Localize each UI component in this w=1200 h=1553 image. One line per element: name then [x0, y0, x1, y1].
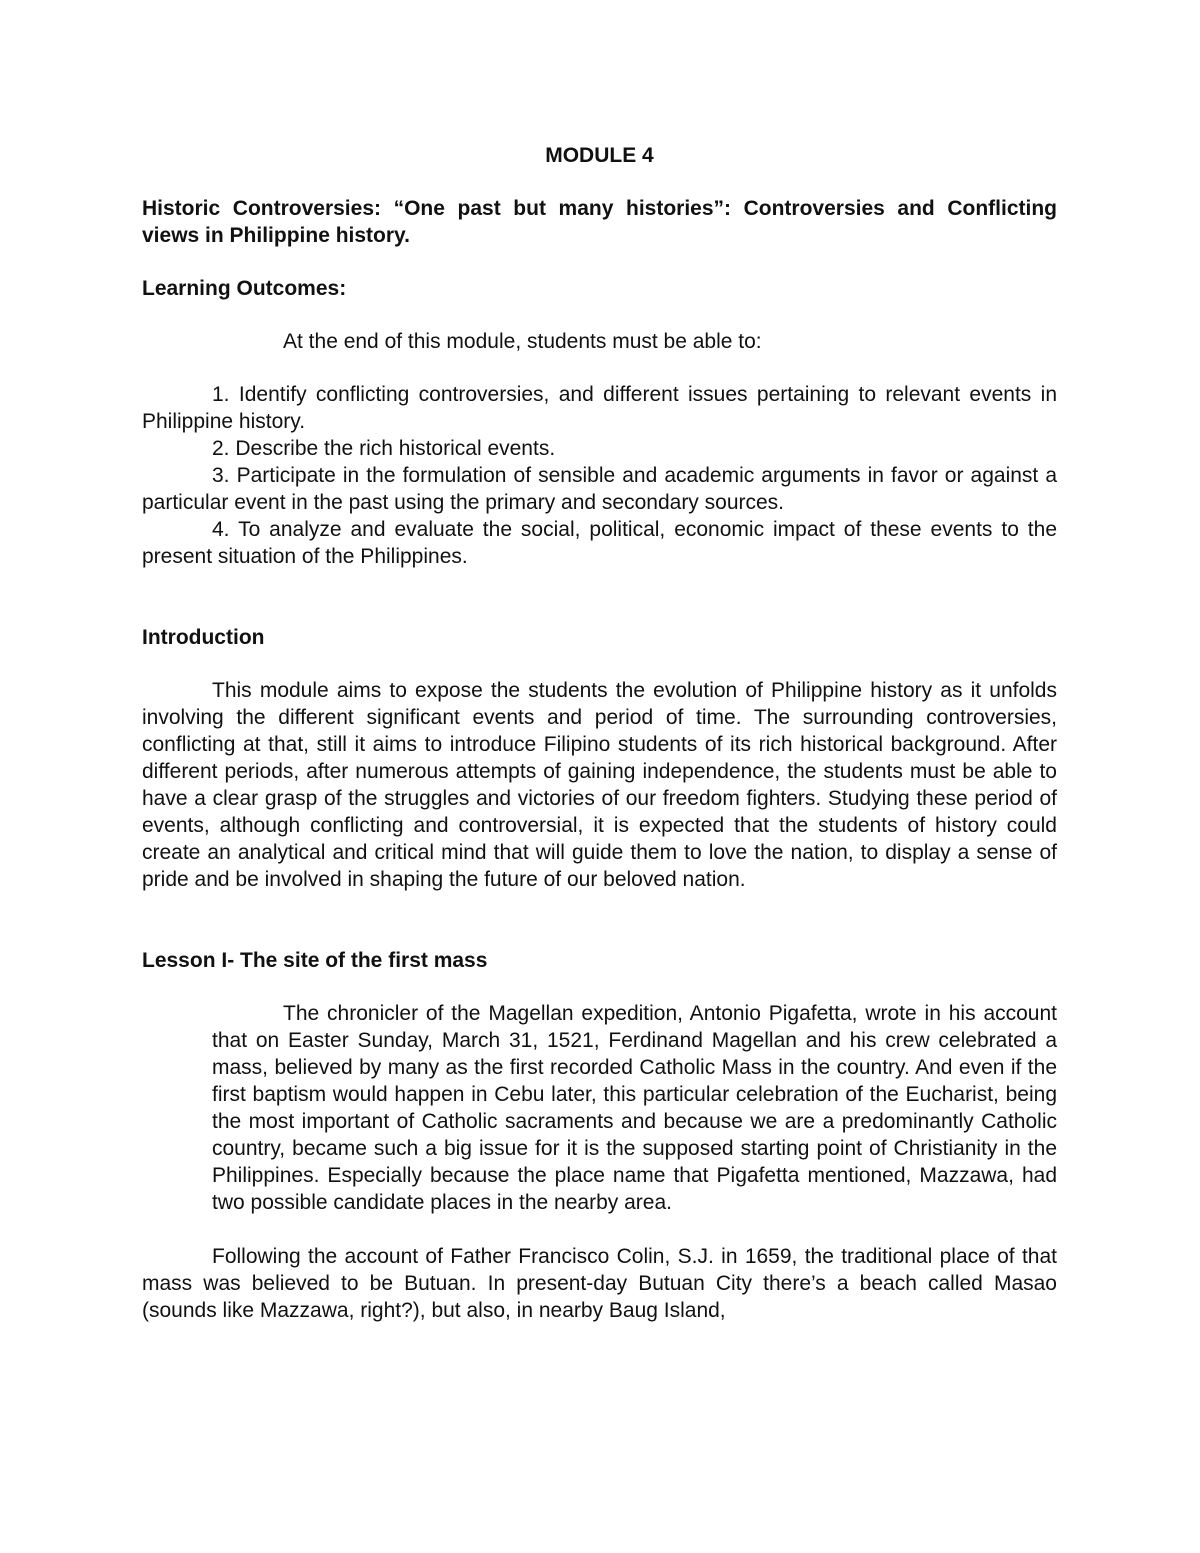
- document-page: [142, 142, 1057, 1324]
- module-title: MODULE 4: [545, 144, 654, 167]
- lesson1-heading: Lesson I- The site of the first mass: [142, 949, 488, 972]
- learning-outcomes-list: [142, 381, 1057, 570]
- outcome-item: 3. Participate in the formulation of sensible and academic arguments in favor or against a particular event in the past using the primary and secondary sources.: [142, 464, 1057, 514]
- lesson1-paragraph-2: Following the account of Father Francisco Colin, S.J. in 1659, the traditional place of that mass was believed to be Butuan. In present-day Butuan City there’s a beach called Masao (sounds like Mazzawa, right?), but also, in nearby Baug Island,: [142, 1245, 1057, 1322]
- outcome-item: 1. Identify conflicting controversies, and different issues pertaining to relevant events in Philippine history.: [142, 383, 1057, 433]
- introduction-body: This module aims to expose the students the evolution of Philippine history as it unfolds involving the different significant events and period of time. The surrounding controversies, conflicting at that, still it aims to introduce Filipino students of its rich historical background. After different periods, after numerous attempts of gaining independence, the students must be able to have a clear grasp of the struggles and victories of our freedom fighters. Studying these period of events, although conflicting and controversial, it is expected that the students of history could create an analytical and critical mind that will guide them to love the nation, to display a sense of pride and be involved in shaping the future of our beloved nation.: [142, 679, 1057, 891]
- lesson1-paragraph-1: The chronicler of the Magellan expedition, Antonio Pigafetta, wrote in his account that on Easter Sunday, March 31, 1521, Ferdinand Magellan and his crew celebrated a mass, believed by many as the first recorded Catholic Mass in the country. And even if the first baptism would happen in Cebu later, this particular celebration of the Eucharist, being the most important of Catholic sacraments and because we are a predominantly Catholic country, became such a big issue for it is the supposed starting point of Christianity in the Philippines. Especially because the place name that Pigafetta mentioned, Mazzawa, had two possible candidate places in the nearby area.: [212, 1002, 1057, 1214]
- introduction-heading: Introduction: [142, 626, 265, 649]
- outcome-item: 2. Describe the rich historical events.: [212, 437, 556, 460]
- module-subtitle: Historic Controversies: “One past but many histories”: Controversies and Conflicting views in Philippine history.: [142, 197, 1057, 247]
- learning-outcomes-intro: At the end of this module, students must be able to:: [283, 330, 762, 353]
- learning-outcomes-heading: Learning Outcomes:: [142, 277, 347, 300]
- outcome-item: 4. To analyze and evaluate the social, political, economic impact of these events to the present situation of the Philippines.: [142, 518, 1057, 568]
